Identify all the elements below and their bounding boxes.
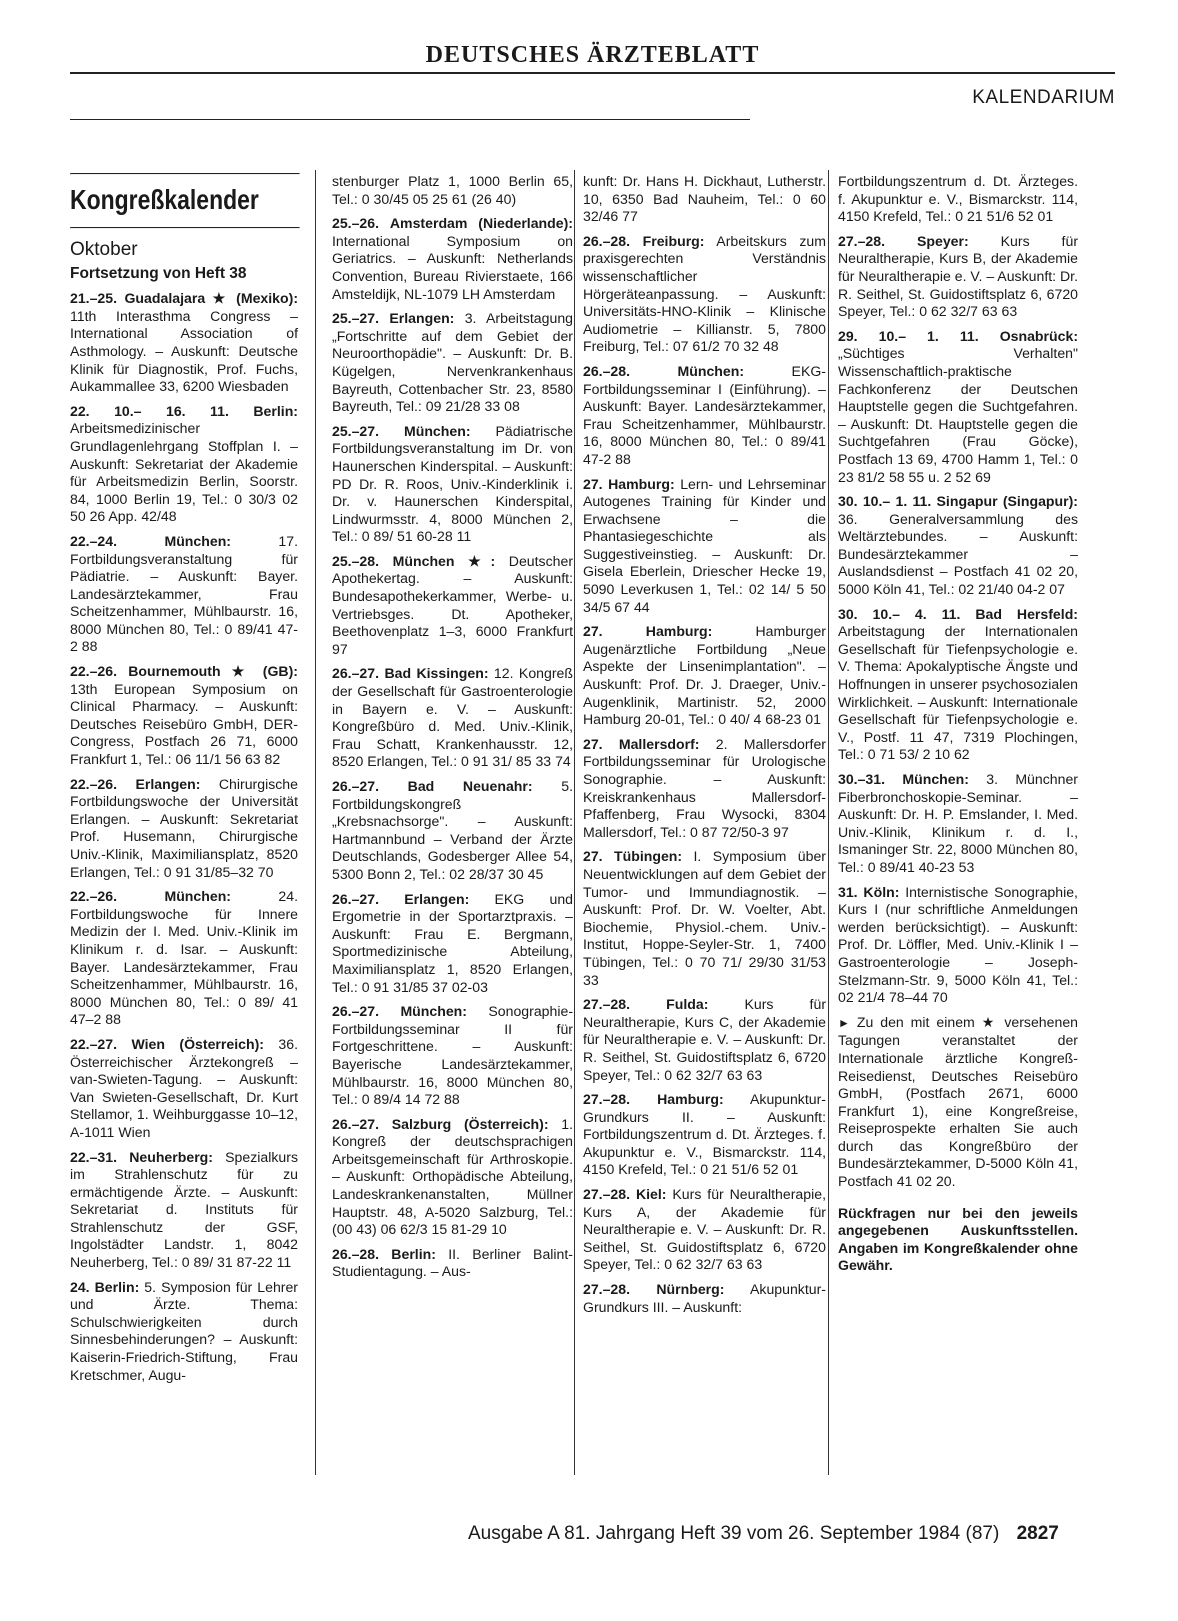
star-note-text: Zu den mit einem ★ versehenen Tagungen veranstaltet der Internationale ärztliche Kongreß-Reisedienst, Deutsches Reisebüro GmbH, (Postfach 2671, 6000 Frankfurt 1), eine Kongreßreise, Reiseprospekte erhalten Sie auch durch das Kongreßbüro der Bundesärztekammer, D-5000 Köln 41, Postfach 41 02 20.: [838, 1013, 1078, 1190]
entry-date: 22. 10.– 16. 11.: [70, 402, 229, 419]
entry-text: 3. Arbeitstagung „Fortschritte auf dem Gebiet der Neuroorthopädie". – Auskunft: Dr. B. Kügelgen, Nervenkrankenhaus Bayreuth, Cottenbacher Str. 23, 8580 Bayreuth, Tel.: 09 21/28 33 08: [332, 310, 573, 415]
entry-date: 26.–27.: [332, 665, 380, 682]
calendar-entry: [332, 310, 573, 416]
triangle-icon: ►: [838, 1015, 850, 1030]
header-rule: [70, 72, 1115, 74]
entry-text: Deutscher Apothekertag. – Auskunft: Bundesapothekerkammer, Werbe- u. Vertriebsges. Dt. Apotheker, Beethovenplatz 1–3, 6000 Frankfurt 97: [332, 552, 574, 657]
calendar-entry: [332, 173, 573, 208]
entry-date: 26.–28.: [332, 1245, 380, 1262]
entry-list: [838, 173, 1078, 1007]
calendar-entry: [70, 533, 298, 656]
entry-date: 22.–31.: [70, 1148, 118, 1165]
entry-place: Hamburg:: [657, 1091, 724, 1108]
entry-date: 27.–28.: [583, 996, 631, 1013]
calendar-entry: [583, 363, 826, 469]
entry-text: 5. Symposion für Lehrer und Ärzte. Thema: Schulschwierigkeiten durch Sinnesbehinderungen? – Auskunft: Kaiserin-Friedrich-Stiftung, Frau Kretschmer, Augu-: [70, 1278, 299, 1383]
entry-text: 17. Fortbildungsveranstaltung für Pädiatrie. – Auskunft: Bayer. Landesärztekammer, Frau Scheitzenhammer, Mühlbaurstr. 16, 8000 München 80, Tel.: 0 89/41 47-2 88: [70, 532, 299, 655]
entry-list: [70, 290, 298, 1384]
entry-date: 25.–26.: [332, 215, 380, 232]
calendar-entry: [332, 891, 573, 997]
entry-text: Sonographie-Fortbildungsseminar II für Fortgeschrittene. – Auskunft: Bayerische Landesärztekammer, Mühlbaurstr. 16, 8000 München 80, Tel.: 0 89/4 14 72 88: [332, 1003, 574, 1108]
entry-place: Hamburg:: [608, 475, 675, 492]
entry-date: 22.–27.: [70, 1035, 118, 1052]
entry-date: 26.–27.: [332, 1003, 380, 1020]
entry-place: Freiburg:: [642, 232, 705, 249]
entry-text: „Süchtiges Verhalten" Wissenschaftlich-praktische Fachkonferenz der Deutschen Hauptstelle gegen die Suchtgefahren. – Auskunft: Dt. Hauptstelle gegen die Suchtgefahren (Frau Göcke), Postfach 13 69, 4700 Hamm 1, Tel.: 0 23 81/2 58 55 u. 2 52 69: [838, 345, 1078, 485]
entry-place: Bad Kissingen:: [384, 665, 489, 682]
entry-place: Speyer:: [916, 232, 969, 249]
entry-place: Singapur (Singapur):: [936, 493, 1078, 510]
month-heading: Oktober: [70, 239, 138, 260]
entry-place: Neuherberg:: [129, 1148, 213, 1165]
entry-place: München:: [400, 1003, 467, 1020]
column-3: [583, 173, 826, 1323]
calendar-entry: [332, 215, 573, 303]
calendar-entry: [583, 233, 826, 356]
entry-date: 24.: [70, 1278, 90, 1295]
calendar-entry: [583, 173, 826, 226]
page-footer: [468, 1523, 1059, 1545]
entry-place: Osnabrück:: [999, 327, 1079, 344]
column-divider: [828, 170, 829, 1475]
calendar-entry: [332, 553, 573, 659]
calendar-entry: [70, 776, 298, 882]
entry-text: Chirurgische Fortbildungswoche der Universität Erlangen. – Auskunft: Sekretariat Prof. Husemann, Chirurgische Univ.-Klinik, Maximiliansplatz, 8520 Erlangen, Tel.: 0 91 31/85–32 70: [70, 775, 298, 880]
calendar-entry: [332, 1003, 573, 1109]
entry-place: Erlangen:: [389, 310, 455, 327]
calendar-entry: [583, 1281, 826, 1316]
entry-place: München:: [902, 771, 969, 787]
column-4: [838, 173, 1078, 1275]
entry-date: 26.–28.: [583, 232, 631, 249]
entry-date: 22.–26.: [70, 663, 118, 680]
entry-place: Köln:: [863, 883, 900, 900]
entry-date: 25.–27.: [332, 422, 380, 439]
entry-date: 31.: [838, 883, 858, 900]
calendar-entry: [838, 328, 1078, 486]
entry-place: Bournemouth ★ (GB):: [128, 663, 298, 680]
entry-text: 36. Österreichischer Ärztekongreß – van-Swieten-Tagung. – Auskunft: Van Swieten-Gesellschaft, Dr. Kurt Stellamor, 1. Weihburggasse 10–12, A-1011 Wien: [70, 1035, 299, 1140]
entry-place: München:: [164, 532, 231, 549]
column-2: [332, 173, 573, 1288]
calendar-entry: [583, 996, 826, 1084]
calendar-entry: [838, 884, 1078, 1007]
entry-text: Hamburger Augenärztliche Fortbildung „Neue Aspekte der Linsenimplantation". – Auskunft: Prof. Dr. J. Draeger, Univ.-Augenklinik, Martinistr. 52, 2000 Hamburg 20-01, Tel.: 0 40/ 4 68-23 01: [583, 623, 826, 728]
kalender-title: Kongreßkalender: [70, 184, 259, 215]
entry-text: Arbeitstagung der Internationalen Gesellschaft für Tiefenpsychologie e. V. Thema: Apokalyptische Ängste und Hoffnungen in unserer psychosozialen Wirklichkeit. – Auskunft: Internationale Gesellschaft für Tiefenpsychologie e. V., Postf. 11 47, 7319 Plochingen, Tel.: 0 71 53/ 2 10 62: [838, 623, 1078, 763]
entry-place: Nürnberg:: [656, 1281, 725, 1298]
entry-text: I. Symposium über Neuentwicklungen auf dem Gebiet der Tumor- und Immundiagnostik. – Auskunft: Prof. Dr. W. Voelter, Abt. Biochemie, Physiol.-chem. Univ.-Institut, Hoppe-Seyler-Str. 1, 7400 Tübingen, Tel.: 0 70 71/ 29/30 31/53 33: [583, 848, 826, 988]
issue-info: Ausgabe A 81. Jahrgang Heft 39 vom 26. September 1984 (87): [468, 1523, 1000, 1544]
entry-place: München:: [677, 362, 745, 379]
calendar-entry: [70, 403, 298, 526]
entry-place: Wien (Österreich):: [131, 1035, 264, 1052]
calendar-entry: [70, 888, 298, 1029]
entry-text: EKG und Ergometrie in der Sportarztpraxis. – Auskunft: Frau E. Bergmann, Sportmedizinische Abteilung, Maximiliansplatz 1, 8520 Erlangen, Tel.: 0 91 31/85 37 02-03: [332, 890, 574, 995]
entry-place: Erlangen:: [135, 775, 201, 792]
calendar-entry: [838, 173, 1078, 226]
entry-date: 26.–28.: [583, 362, 631, 379]
entry-date: 26.–27.: [332, 778, 380, 794]
entry-list: [332, 173, 573, 1281]
calendar-entry: [332, 1116, 573, 1239]
entry-text: 11th Interasthma Congress – International Association of Asthmology. – Auskunft: Deutsche Klinik für Diagnostik, Prof. Fuchs, Aukammallee 33, 6200 Wiesbaden: [70, 307, 298, 395]
star-note: [838, 1014, 1078, 1191]
calendar-entry: [70, 290, 298, 396]
entry-text: 1. Kongreß der deutschsprachigen Arbeitsgemeinschaft für Arthroskopie. – Auskunft: Orthopädische Abteilung, Landeskrankenanstalten, Müllner Hauptstr. 48, A-5020 Salzburg, Tel.: (00 43) 06 62/3 15 81-29 10: [332, 1115, 573, 1238]
entry-text: 12. Kongreß der Gesellschaft für Gastroenterologie in Bayern e. V. – Auskunft: Kongreßbüro d. Med. Univ.-Klinik, Frau Schatt, Krankenhausstr. 12, 8520 Erlangen, Tel.: 0 91 31/ 85 33 74: [332, 665, 573, 770]
entry-place: Salzburg (Österreich):: [391, 1115, 549, 1132]
calendar-entry: [332, 1246, 573, 1281]
entry-place: Mallersdorf:: [618, 735, 700, 752]
entry-date: 22.–24.: [70, 532, 118, 549]
entry-text: 2. Mallersdorfer Fortbildungsseminar für Urologische Sonographie. – Auskunft: Kreiskrankenhaus Mallersdorf-Pfaffenberg, Frau Wysocki, 8304 Mallersdorf, Tel.: 0 87 72/50-3 97: [583, 735, 826, 840]
calendar-entry: [838, 493, 1078, 599]
calendar-entry: [838, 771, 1078, 877]
entry-text: Fortbildungszentrum d. Dt. Ärzteges. f. Akupunktur e. V., Bismarckstr. 114, 4150 Krefeld, Tel.: 0 21 51/6 52 01: [838, 173, 1078, 225]
disclaimer: Rückfragen nur bei den jeweils angegebenen Auskunftsstellen. Angaben im Kongreßkalender ohne Gewähr.: [838, 1204, 1078, 1274]
entry-place: Hamburg:: [645, 623, 713, 640]
continuation-note: Fortsetzung von Heft 38: [70, 264, 247, 282]
entry-date: 30. 10.– 1. 11.: [838, 493, 932, 510]
calendar-entry: [332, 778, 573, 884]
entry-text: Akupunktur-Grundkurs III. – Auskunft:: [583, 1281, 826, 1315]
entry-place: Berlin:: [391, 1245, 436, 1262]
entry-text: Akupunktur-Grundkurs II. – Auskunft: Fortbildungszentrum d. Dt. Ärzteges. f. Akupunktur e. V., Bismarckstr. 114, 4150 Krefeld, Tel.: 0 21 51/6 52 01: [583, 1091, 826, 1178]
entry-text: Pädiatrische Fortbildungsveranstaltung im Dr. von Haunerschen Kinderspital. – Auskunft: PD Dr. R. Roos, Univ.-Kinderklinik i. Dr. v. Haunerschen Kinderspital, Lindwurmsstr. 4, 8000 München 2, Tel.: 0 89/ 51 60-28 11: [332, 422, 574, 545]
entry-text: EKG-Fortbildungsseminar I (Einführung). – Auskunft: Bayer. Landesärztekammer, Frau Scheitzenhammer, Mühlbaurstr. 16, 8000 München 80, Tel.: 0 89/41 47-2 88: [583, 362, 827, 467]
entry-text: Arbeitsmedizinischer Grundlagenlehrgang Stoffplan I. – Auskunft: Sekretariat der Akademie für Arbeitsmedizin Berlin, Soorstr. 84, 1000 Berlin 19, Tel.: 0 30/3 02 50 26 App. 42/48: [70, 420, 298, 525]
entry-list: [583, 173, 826, 1316]
entry-text: Arbeitskurs zum praxisgerechten Verständnis wissenschaftlicher Hörgeräteanpassung. – Auskunft: Universitäts-HNO-Klinik – Klinische Audiometrie – Killianstr. 5, 7800 Freiburg, Tel.: 07 61/2 70 32 48: [583, 232, 826, 355]
calendar-entry: [583, 1186, 826, 1274]
entry-text: Kurs für Neuraltherapie, Kurs A, der Akademie für Neuraltherapie e. V. – Auskunft: Dr. R. Seithel, St. Guidostiftsplatz 6, 6720 Speyer, Tel.: 0 62 32/7 63 63: [583, 1186, 826, 1273]
column-divider: [315, 170, 316, 1475]
entry-date: 27.–28.: [583, 1091, 631, 1108]
entry-place: Kiel:: [635, 1186, 667, 1203]
entry-text: kunft: Dr. Hans H. Dickhaut, Lutherstr. 10, 6350 Bad Nauheim, Tel.: 0 60 32/46 77: [583, 173, 826, 225]
entry-date: 25.–28.: [332, 552, 380, 569]
entry-text: 5. Fortbildungskongreß „Krebsnachsorge". – Auskunft: Hartmannbund – Verband der Ärzte Deutschlands, Godesberger Allee 54, 5300 Bonn 2, Tel.: 02 28/37 30 45: [332, 778, 573, 882]
entry-date: 29. 10.– 1. 11.: [838, 327, 979, 344]
column-divider: [574, 170, 575, 1475]
entry-date: 26.–27.: [332, 890, 380, 907]
section-rule: [70, 119, 750, 120]
entry-place: München ★:: [392, 552, 496, 569]
calendar-entry: [70, 1036, 298, 1142]
entry-place: Guadalajara ★ (Mexiko):: [124, 290, 299, 307]
entry-text: Lern- und Lehrseminar Autogenes Training für Kinder und Erwachsene – die Phantasiegeschichte als Suggestiveinstieg. – Auskunft: Dr. Gisela Eberlein, Driescher Hecke 19, 5090 Leverkusen 1, Tel.: 02 14/ 5 50 34/5 67 44: [583, 475, 827, 615]
entry-date: 22.–26.: [70, 888, 118, 905]
calendar-entry: [583, 736, 826, 842]
entry-text: 36. Generalversammlung des Weltärztebundes. – Auskunft: Bundesärztekammer – Auslandsdienst – Postfach 41 02 20, 5000 Köln 41, Tel.: 02 21/40 04-2 07: [838, 510, 1078, 598]
entry-date: 27.–28.: [583, 1281, 631, 1298]
entry-text: Kurs für Neuraltherapie, Kurs B, der Akademie für Neuraltherapie e. V. – Auskunft: Dr. R. Seithel, St. Guidostiftsplatz 6, 6720 Speyer, Tel.: 0 62 32/7 63 63: [838, 232, 1079, 320]
entry-text: 24. Fortbildungswoche für Innere Medizin der I. Med. Univ.-Klinik im Klinikum r. d. Isar. – Auskunft: Bayer. Landesärztekammer, Frau Scheitzenhammer, Mühlbaurstr. 16, 8000 München 80, Tel.: 0 89/ 41 47–2 88: [70, 888, 299, 1028]
entry-text: stenburger Platz 1, 1000 Berlin 65, Tel.: 0 30/45 05 25 61 (26 40): [332, 173, 573, 207]
calendar-entry: [332, 423, 573, 546]
masthead-title: DEUTSCHES ÄRZTEBLATT: [425, 42, 760, 68]
calendar-entry: [838, 606, 1078, 764]
entry-date: 30. 10.– 4. 11.: [838, 605, 961, 622]
entry-place: Amsterdam (Niederlande):: [389, 215, 574, 232]
entry-date: 25.–27.: [332, 310, 380, 327]
calendar-entry: [70, 1149, 298, 1272]
entry-text: II. Berliner Balint-Studientagung. – Aus-: [332, 1245, 573, 1280]
entry-text: International Symposium on Geriatrics. – Auskunft: Netherlands Convention, Bureau Rivierstaete, 166 Amsteldijk, NL-1079 LH Amsterdam: [332, 232, 573, 302]
entry-place: München:: [164, 888, 231, 905]
calendar-entry: [583, 1091, 826, 1179]
entry-place: Berlin:: [94, 1278, 140, 1295]
entry-date: 21.–25.: [70, 290, 118, 307]
entry-date: 27.–28.: [838, 232, 886, 249]
entry-text: 3. Münchner Fiberbronchoskopie-Seminar. – Auskunft: Dr. H. P. Emslander, I. Med. Univ.-Klinik, Klinikum r. d. I., Ismaninger Str. 22, 8000 München 80, Tel.: 0 89/41 40-23 53: [838, 771, 1078, 875]
calendar-entry: [583, 476, 826, 617]
entry-text: Spezialkurs im Strahlenschutz für zu ermächtigende Ärzte. – Auskunft: Sekretariat d. Instituts für Strahlenschutz der GSF, Ingolstädter Landstr. 1, 8042 Neuherberg, Tel.: 0 89/ 31 87-22 11: [70, 1148, 298, 1271]
title-rule-bottom: [70, 227, 300, 229]
title-rule-top: [70, 173, 300, 175]
calendar-entry: [70, 1279, 298, 1385]
calendar-entry: [332, 665, 573, 771]
entry-place: Berlin:: [253, 402, 298, 419]
entry-text: Kurs für Neuraltherapie, Kurs C, der Akademie für Neuraltherapie e. V. – Auskunft: Dr. R. Seithel, St. Guidostiftsplatz 6, 6720 Speyer, Tel.: 0 62 32/7 63 63: [583, 996, 827, 1083]
entry-date: 22.–26.: [70, 775, 118, 792]
page-number: 2827: [1016, 1523, 1059, 1544]
calendar-entry: [583, 848, 826, 989]
entry-place: Bad Hersfeld:: [975, 605, 1078, 622]
entry-place: Tübingen:: [614, 848, 683, 865]
section-label: KALENDARIUM: [972, 87, 1115, 108]
entry-text: 13th European Symposium on Clinical Pharmacy. – Auskunft: Deutsches Reisebüro GmbH, DER-Congress, Postfach 26 71, 6000 Frankfurt 1, Tel.: 06 11/1 56 63 82: [70, 680, 298, 768]
entry-date: 27.–28.: [583, 1186, 631, 1203]
entry-date: 27.: [583, 623, 603, 640]
entry-place: Erlangen:: [404, 890, 470, 907]
entry-date: 27.: [583, 475, 603, 492]
calendar-entry: [838, 233, 1078, 321]
entry-date: 27.: [583, 848, 603, 865]
entry-place: Bad Neuenahr:: [407, 778, 533, 794]
entry-text: Internistische Sonographie, Kurs I (nur schriftliche Anmeldungen werden berücksichtigt). – Auskunft: Prof. Dr. Löffler, Med. Univ.-Klinik I – Gastroenterologie – Joseph-Stelzmann-Str. 9, 5000 Köln 41, Tel.: 02 21/4 78–44 70: [838, 883, 1078, 1006]
entry-place: München:: [403, 422, 471, 439]
entry-date: 26.–27.: [332, 1115, 380, 1132]
calendar-entry: [583, 623, 826, 729]
entry-place: Fulda:: [666, 996, 709, 1013]
calendar-entry: [70, 663, 298, 769]
entry-date: 30.–31.: [838, 771, 886, 787]
column-1: [70, 173, 298, 1391]
entry-date: 27.: [583, 735, 603, 752]
